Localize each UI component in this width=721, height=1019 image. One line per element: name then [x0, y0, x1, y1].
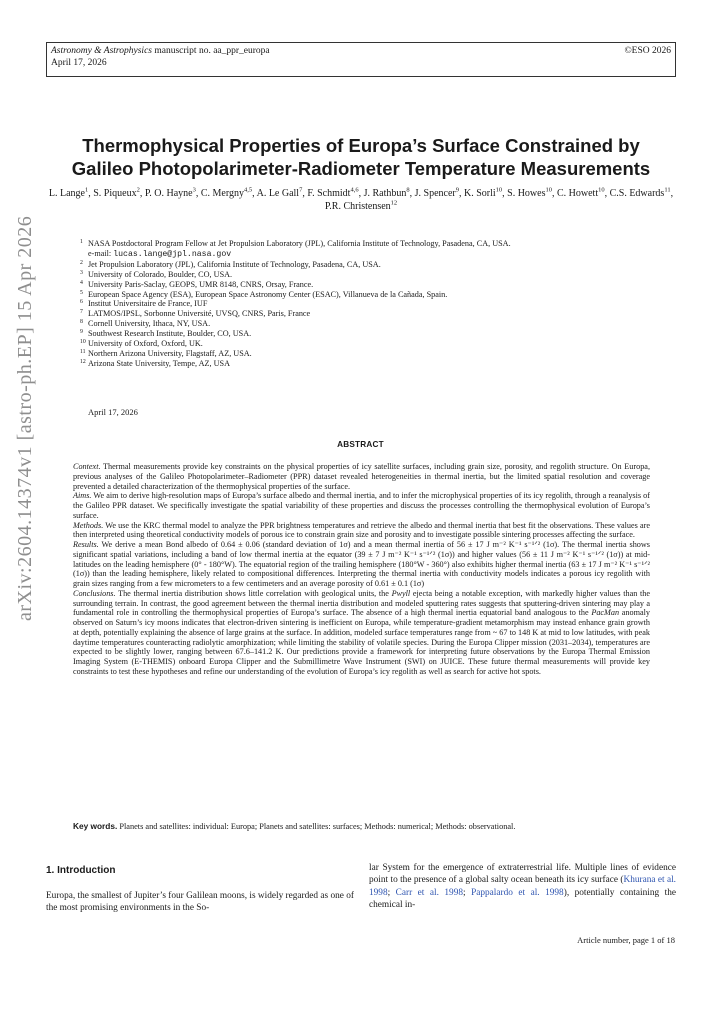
conclusions-text-c: anomaly observed on Saturn’s icy moons indicates that electron-driven sintering is inefficient on Europa, while temperature-gradient metamorphism may instead enhance grain growth at depth, potentially explaining the absence of large grains at the surface. In addition, modeled surface temperatures range from ~ 67 to 148 K at mid to low latitudes, with peak daytime temperatures counteracting radiolytic amorphization; while limiting the stability of volatile species. During the Europa Clipper mission (2031–2034), temperatures are expected to be slightly lower, ranging between 67.6–141.2 K. Our predictions provide a framework for interpreting future observations by the Europa Thermal Emission Imaging System (E-THEMIS) onboard Europa Clipper and the Submillimetre Wave Instrument (SWI) on JUICE. These future thermal measurements will provide key constraints to test these hypotheses and refine our understanding of the evolution of Europa’s icy regolith as well as search for active hot spots. — [73, 608, 650, 676]
abstract-body — [73, 462, 650, 677]
affiliation-number: 4 — [80, 279, 83, 286]
body-column-left: Europa, the smallest of Jupiter’s four Galilean moons, is widely regarded as one of the most promising environments in the So- — [46, 891, 354, 914]
citation-carr[interactable]: Carr et al. 1998 — [395, 887, 463, 898]
intro-text-a: lar System for the emergence of extraterrestrial life. Multiple lines of evidence point to the presence of a global salty ocean beneath its icy surface ( — [369, 863, 676, 886]
author-affiliation-mark: 2 — [136, 186, 140, 194]
affiliation-number: 2 — [80, 259, 83, 266]
conclusions-text-a: The thermal inertia distribution shows little correlation with geological units, the — [115, 588, 392, 598]
citation-khurana[interactable]: Khurana et al. 1998 — [369, 875, 676, 898]
author-affiliation-mark: 7 — [299, 186, 303, 194]
affiliation-item — [80, 280, 680, 290]
manuscript-number: manuscript no. aa_ppr_europa — [154, 46, 270, 56]
author-name: C. Howett — [556, 188, 599, 199]
author-affiliation-mark: 1 — [84, 186, 89, 194]
author-affiliation-mark: 12 — [390, 199, 398, 207]
affiliation-number: 1 — [80, 239, 83, 245]
journal-line — [51, 46, 270, 57]
affiliation-item — [80, 319, 680, 329]
affiliation-text: LATMOS/IPSL, Sorbonne Université, UVSQ, CNRS, Paris, France — [88, 309, 311, 319]
author-affiliation-mark: 11 — [664, 186, 671, 194]
author-affiliation-mark: 4,6 — [350, 186, 359, 194]
affiliation-text: European Space Agency (ESA), European Space Astronomy Center (ESAC), Villanueva de la Cañada, Spain. — [88, 289, 448, 299]
results-text: We derive a mean Bond albedo of 0.64 ± 0.06 (standard deviation of 1σ) and a mean thermal inertia of 56 ± 17 J m⁻² K⁻¹ s⁻¹ᐟ² (1σ). The thermal inertia shows significant spatial variations, including a band of low thermal inertia at the equator (39 ± 7 J m⁻² K⁻¹ s⁻¹ᐟ² (1σ)) and higher values (56 ± 11 J m⁻² K⁻¹ s⁻¹ᐟ² (1σ)) at mid-latitudes on the leading hemisphere (0° - 180°W). The equatorial region of the trailing hemisphere (180°W - 360°) also exhibits higher thermal inertia (63 ± 17 J m⁻² K⁻¹ s⁻¹ᐟ² (1σ)) than the leading hemisphere, likely related to compositional differences. Interpreting the thermal inertia with conductivity models indicates a porous icy regolith with grain sizes ranging from a few micrometers to a few centimeters and an average porosity of 0.61 ± 0.1 (1σ) — [73, 540, 650, 588]
affiliation-item — [80, 239, 680, 249]
affiliation-number: 11 — [80, 348, 86, 355]
abstract-context — [73, 462, 650, 491]
affiliation-text: University of Oxford, Oxford, UK. — [88, 339, 203, 349]
email-address[interactable]: lucas.lange@jpl.nasa.gov — [113, 249, 232, 259]
affiliation-text: e-mail: — [88, 248, 114, 258]
affiliation-item — [80, 349, 680, 359]
affiliation-number: 5 — [80, 289, 83, 296]
author-affiliation-mark: 10 — [495, 186, 503, 194]
author-affiliation-mark: 10 — [545, 186, 552, 194]
keywords — [73, 821, 673, 831]
context-label: Context. — [73, 462, 101, 471]
citation-separator: ; — [463, 887, 472, 898]
author-list: L. Lange$^1$, S. Piqueux$^2$, P. O. Hayne$^3$, C. Mergny$^{4,5}$, A. Le Gall$^7$, F. Schmidt$^{4,6}$, J. Rathbun$^8$, J. Spencer$^9$, K. Sorli$^{10}$, S. Howes$^{10}$, C. Howett$^{10}$, C.S. Edwards$^{11}$, P.R. Christensen$^{12}$ — [48, 186, 674, 212]
keywords-label: Key words. — [73, 821, 118, 831]
section-heading: 1. Introduction — [46, 865, 116, 876]
author-affiliation-mark: 3 — [192, 186, 196, 194]
author-name: K. Sorli — [463, 188, 496, 199]
affiliation-text: NASA Postdoctoral Program Fellow at Jet Propulsion Laboratory (JPL), California Institute of Technology, Pasadena, CA, USA. — [88, 239, 511, 248]
author-affiliation-mark: 10 — [598, 186, 605, 194]
affiliation-item — [80, 249, 680, 260]
page-footer: Article number, page 1 of 18 — [577, 935, 675, 945]
received-date: April 17, 2026 — [88, 407, 138, 417]
author-name: P.R. Christensen — [324, 200, 391, 212]
running-header — [46, 42, 676, 77]
pwyll-term: Pwyll — [391, 588, 411, 598]
author-name: S. Piqueux — [93, 188, 137, 199]
abstract-methods — [73, 521, 650, 541]
conclusions-label: Conclusions. — [73, 588, 116, 598]
affiliation-text: University Paris-Saclay, GEOPS, UMR 8148, CNRS, Orsay, France. — [88, 279, 314, 289]
author-name: C. Mergny — [200, 188, 245, 199]
conclusions-text-b: ejecta being a notable exception, with markedly higher values than the surrounding terrain. In contrast, the good agreement between the thermal inertia distribution and modeled sputtering rates suggests that sputtering-driven sintering may play a fundamental role in controlling the thermophysical properties of Europa’s surface. The absence of a high thermal inertia equatorial band analogous to the — [73, 588, 651, 618]
body-column-right — [369, 862, 676, 912]
author-name: A. Le Gall — [256, 188, 300, 199]
affiliation-list — [80, 239, 680, 369]
journal-name: Astronomy & Astrophysics — [51, 46, 152, 56]
methods-label: Methods. — [73, 520, 104, 530]
affiliation-item — [80, 270, 680, 280]
affiliation-number: 9 — [80, 329, 83, 336]
affiliation-number: 8 — [80, 319, 83, 326]
pacman-term: PacMan — [591, 608, 620, 618]
author-name: P. O. Hayne — [144, 188, 193, 199]
aims-label: Aims. — [73, 491, 92, 501]
author-affiliation-mark: 8 — [406, 186, 410, 194]
affiliation-text: Jet Propulsion Laboratory (JPL), California Institute of Technology, Pasadena, CA, USA. — [88, 259, 381, 269]
keywords-text: Planets and satellites: individual: Europa; Planets and satellites: surfaces; Methods: numerical; Methods: observational. — [119, 822, 516, 831]
affiliation-item — [80, 290, 680, 300]
author-name: S. Howes — [507, 188, 546, 199]
abstract-aims — [73, 491, 650, 520]
affiliation-text: University of Colorado, Boulder, CO, USA. — [88, 269, 233, 279]
affiliation-text: Arizona State University, Tempe, AZ, USA — [88, 358, 230, 368]
affiliation-number: 7 — [80, 309, 83, 316]
context-text: Thermal measurements provide key constraints on the physical properties of icy satellite surfaces, including grain size, porosity, and regolith structure. On Europa, previous analyses of the Galileo Photopolarimeter–Radiometer (PPR) dataset revealed heterogeneities in thermal inertia, but the limited spatial resolution and coverage prevented a detailed characterization of the thermophysical properties of the surface. — [73, 462, 650, 491]
affiliation-item — [80, 299, 680, 309]
results-label: Results. — [73, 540, 99, 549]
affiliation-number: 12 — [80, 358, 86, 365]
author-affiliation-mark: 9 — [455, 186, 459, 194]
author-name: J. Rathbun — [363, 188, 407, 199]
author-name: L. Lange — [48, 188, 85, 199]
affiliation-item — [80, 329, 680, 339]
arxiv-stamp: arXiv:2604.14374v1 [astro-ph.EP] 15 Apr 2026 — [14, 215, 36, 621]
affiliation-text: Northern Arizona University, Flagstaff, AZ, USA. — [88, 348, 252, 358]
title-line-2: Galileo Photopolarimeter-Radiometer Temperature Measurements — [71, 158, 651, 179]
abstract-heading: ABSTRACT — [337, 440, 384, 449]
affiliation-text: Southwest Research Institute, Boulder, CO, USA. — [88, 329, 252, 339]
citation-pappalardo[interactable]: Pappalardo et al. 1998 — [471, 887, 564, 898]
affiliation-item — [80, 359, 680, 369]
affiliation-item — [80, 339, 680, 349]
aims-text: We aim to derive high-resolution maps of Europa’s surface albedo and thermal inertia, and to infer the microphysical properties of its icy regolith, through a reanalysis of the Galileo PPR dataset. We specifically investigate the spatial variability of these properties and discuss the processes controlling the thermophysical evolution of Europa’s surface. — [73, 491, 650, 520]
citation-separator: ; — [387, 887, 396, 898]
author-name: J. Spencer — [414, 188, 456, 199]
intro-text-b: ), potentially containing the chemical in- — [369, 887, 676, 911]
affiliation-item — [80, 260, 680, 270]
author-name: F. Schmidt — [307, 188, 351, 199]
methods-text: We use the KRC thermal model to analyze the PPR brightness temperatures and retrieve the albedo and thermal inertia that best fit the observations. These values are then interpreted using theoretical conductivity models of porous ice to constrain grain size and porosity and to investigate possible sintering processes affecting the surface. — [73, 520, 650, 540]
affiliation-text: Cornell University, Ithaca, NY, USA. — [88, 319, 211, 329]
author-name: C.S. Edwards — [609, 188, 665, 199]
abstract-results — [73, 540, 650, 589]
affiliation-number: 3 — [80, 269, 83, 276]
author-affiliation-mark: 4,5 — [244, 186, 253, 194]
title-line-1: Thermophysical Properties of Europa’s Surface Constrained by — [82, 135, 640, 156]
abstract-conclusions — [73, 589, 650, 677]
paper-title — [30, 134, 692, 180]
copyright: ©ESO 2026 — [624, 46, 671, 56]
affiliation-number: 6 — [80, 299, 83, 306]
affiliation-text: Institut Universitaire de France, IUF — [88, 299, 208, 309]
affiliation-number: 10 — [80, 339, 86, 346]
affiliation-item — [80, 309, 680, 319]
header-date: April 17, 2026 — [51, 58, 107, 68]
